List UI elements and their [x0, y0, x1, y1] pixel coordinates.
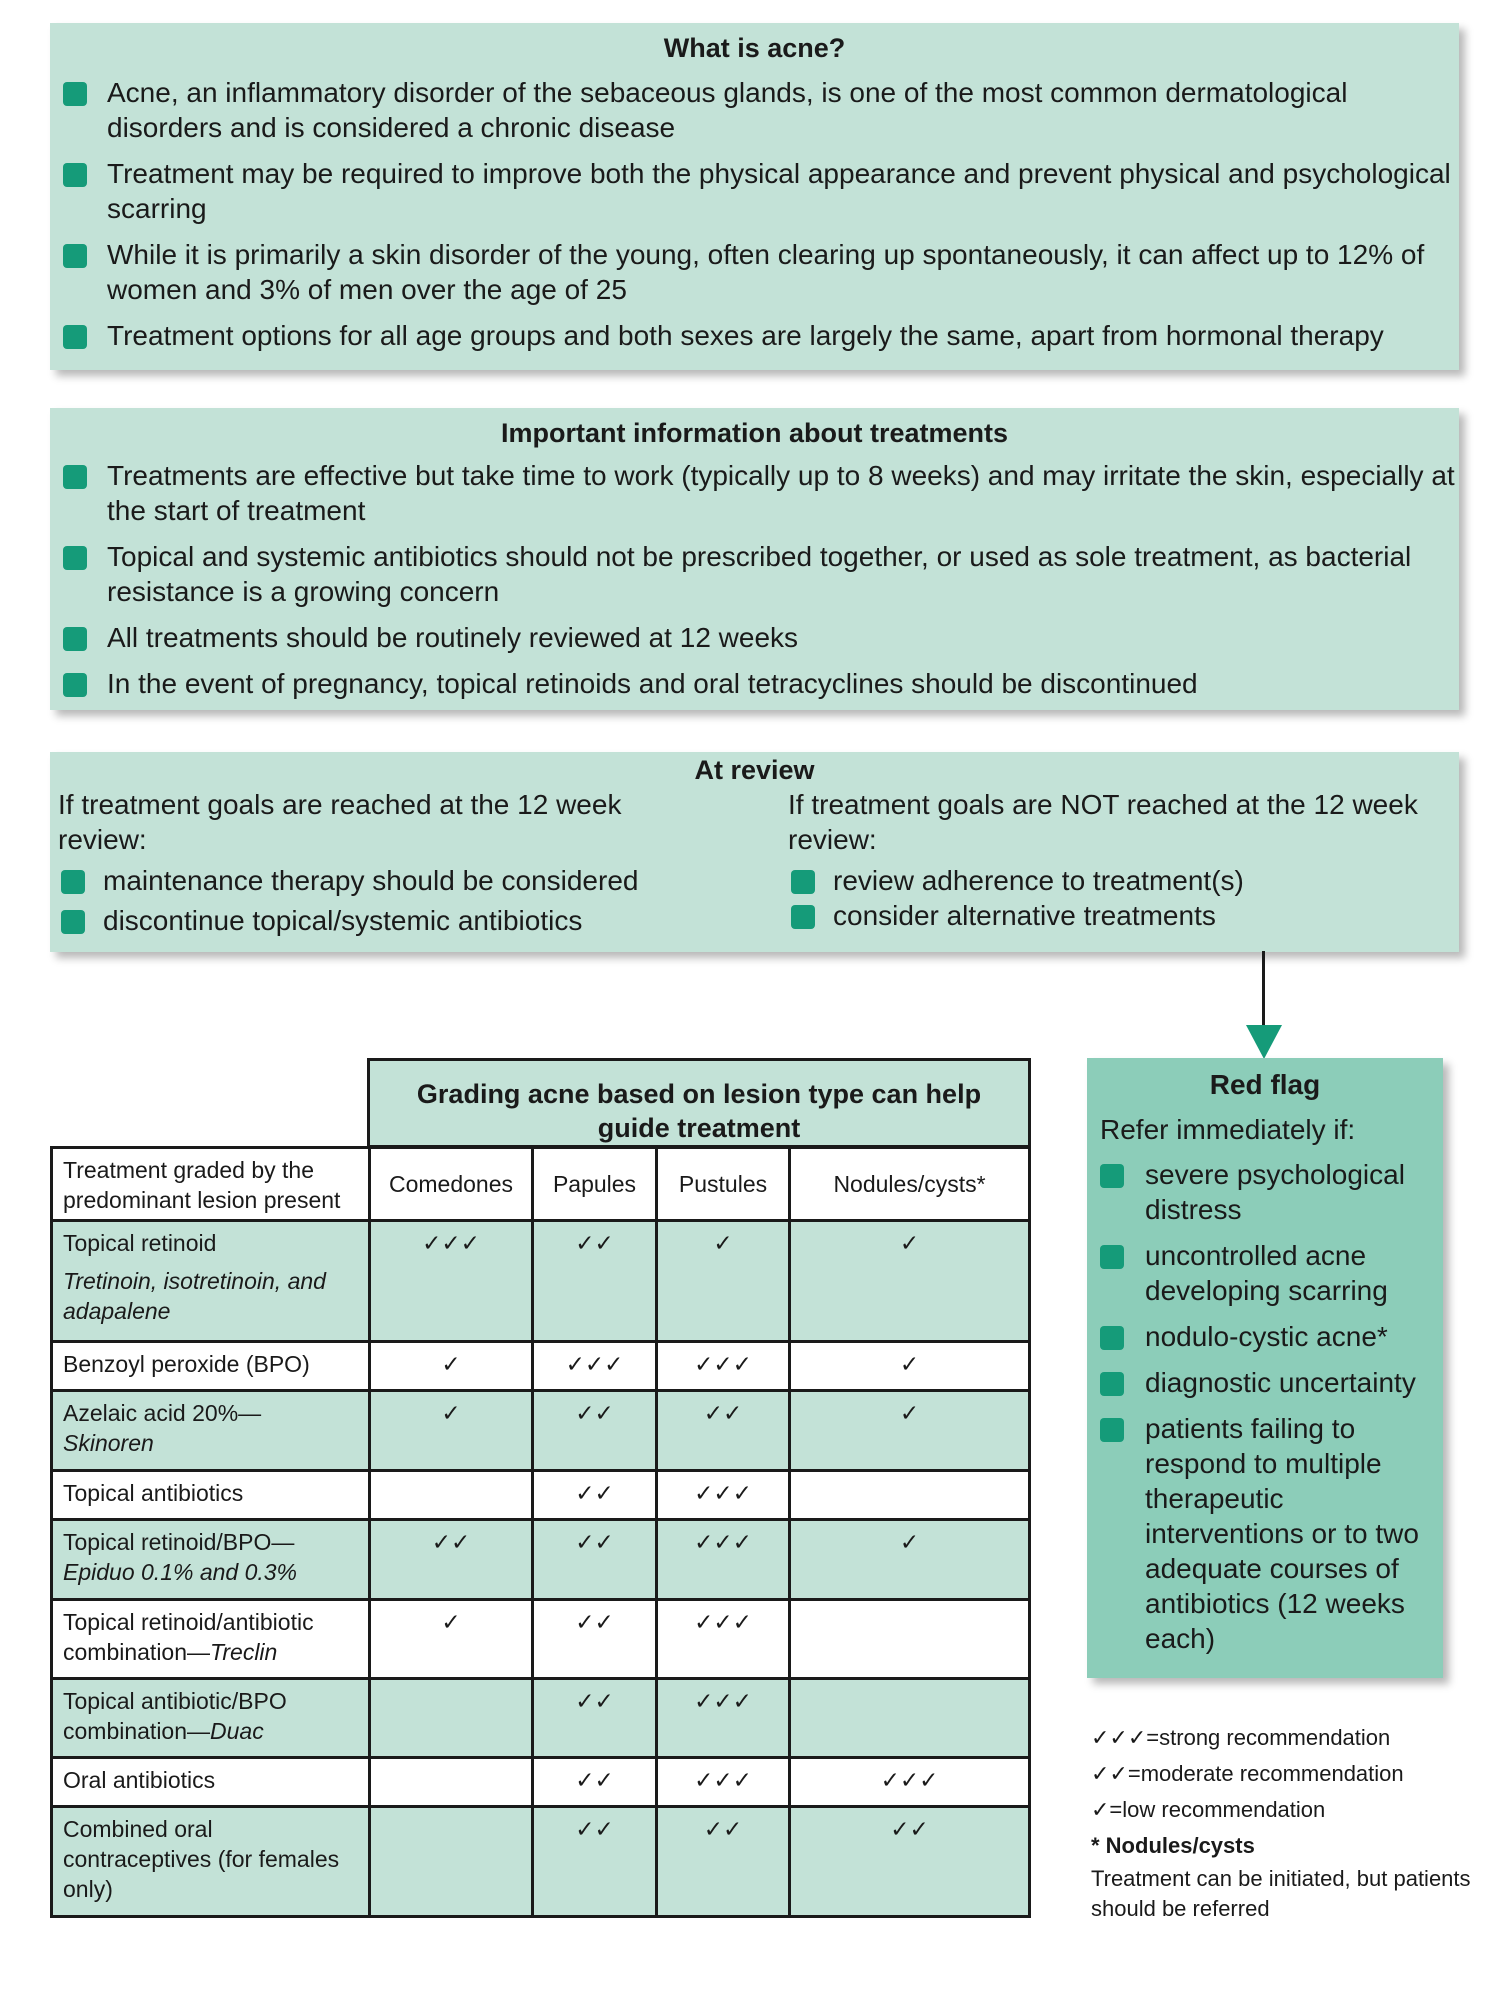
- recommendation-cell: ✓✓: [533, 1600, 657, 1679]
- square-bullet-icon: [63, 465, 87, 489]
- red-flag-panel: [1087, 1058, 1443, 1678]
- recommendation-cell: ✓✓✓: [370, 1221, 533, 1342]
- what-is-acne-title: What is acne?: [663, 33, 846, 63]
- recommendation-cell: [790, 1600, 1030, 1679]
- recommendation-cell: ✓: [370, 1600, 533, 1679]
- list-item: review adherence to treatment(s): [788, 863, 1458, 898]
- square-bullet-icon: [63, 627, 87, 651]
- square-bullet-icon: [1100, 1164, 1124, 1188]
- recommendation-cell: [370, 1758, 533, 1807]
- recommendation-cell: [370, 1471, 533, 1520]
- recommendation-cell: ✓: [370, 1391, 533, 1471]
- list-item: In the event of pregnancy, topical retinoids and oral tetracyclines should be discontinued: [50, 666, 1459, 701]
- legend-nodules-title: * Nodules/cysts: [1091, 1833, 1255, 1858]
- row-header-cell: Treatment graded by the predominant lesion present: [52, 1148, 370, 1221]
- list-item: Treatments are effective but take time to work (typically up to 8 weeks) and may irritate the skin, especially at the start of treatment: [50, 458, 1459, 528]
- list-item: diagnostic uncertainty: [1087, 1365, 1443, 1400]
- recommendation-cell: [790, 1679, 1030, 1758]
- treatment-name-cell: Azelaic acid 20%— Skinoren: [52, 1391, 370, 1471]
- red-flag-lead: Refer immediately if:: [1100, 1114, 1356, 1145]
- treatment-name-cell: Topical antibiotic/BPO combination—Duac: [52, 1679, 370, 1758]
- square-bullet-icon: [1100, 1372, 1124, 1396]
- at-review-panel: [50, 752, 1459, 952]
- square-bullet-icon: [1100, 1245, 1124, 1269]
- recommendation-cell: ✓✓✓: [657, 1520, 790, 1600]
- recommendation-cell: ✓: [790, 1221, 1030, 1342]
- recommendation-cell: ✓✓✓: [533, 1342, 657, 1391]
- table-row: [52, 1391, 1030, 1471]
- recommendation-cell: ✓✓✓: [657, 1758, 790, 1807]
- recommendation-cell: ✓✓: [533, 1807, 657, 1917]
- square-bullet-icon: [63, 244, 87, 268]
- treatment-name-cell: Topical retinoid/BPO— Epiduo 0.1% and 0.3%: [52, 1520, 370, 1600]
- treatment-name-cell: Benzoyl peroxide (BPO): [52, 1342, 370, 1391]
- legend-low: ✓=low recommendation: [1091, 1797, 1326, 1822]
- list-item: discontinue topical/systemic antibiotics: [58, 903, 708, 938]
- treatments-info-title: Important information about treatments: [500, 418, 1008, 448]
- recommendation-cell: ✓✓✓: [657, 1342, 790, 1391]
- legend-nodules-note: Treatment can be initiated, but patients should be referred: [1091, 1866, 1471, 1921]
- table-header-row: [52, 1148, 1030, 1221]
- list-item: Acne, an inflammatory disorder of the sebaceous glands, is one of the most common dermatological disorders and is considered a chronic disease: [50, 75, 1459, 145]
- recommendation-cell: [370, 1679, 533, 1758]
- square-bullet-icon: [61, 910, 85, 934]
- recommendation-cell: ✓✓✓: [790, 1758, 1030, 1807]
- grading-table: [50, 1146, 1031, 1918]
- treatment-name-cell: Topical retinoid/antibiotic combination—Treclin: [52, 1600, 370, 1679]
- recommendation-cell: ✓✓: [657, 1391, 790, 1471]
- column-header-nodules: Nodules/cysts*: [790, 1148, 1030, 1221]
- recommendation-cell: ✓: [657, 1221, 790, 1342]
- recommendation-cell: ✓: [790, 1391, 1030, 1471]
- red-flag-title: Red flag: [1209, 1069, 1321, 1100]
- recommendation-cell: ✓✓: [790, 1807, 1030, 1917]
- recommendation-cell: ✓✓: [533, 1391, 657, 1471]
- table-row: [52, 1600, 1030, 1679]
- square-bullet-icon: [1100, 1418, 1124, 1442]
- goals-reached-lead: If treatment goals are reached at the 12 week review:: [58, 789, 622, 855]
- at-review-title: At review: [694, 755, 815, 785]
- recommendation-cell: ✓: [790, 1342, 1030, 1391]
- legend-strong: ✓✓✓=strong recommendation: [1091, 1725, 1391, 1750]
- recommendation-cell: ✓: [790, 1520, 1030, 1600]
- recommendation-cell: ✓✓: [657, 1807, 790, 1917]
- list-item: uncontrolled acne developing scarring: [1087, 1238, 1443, 1308]
- list-item: While it is primarily a skin disorder of the young, often clearing up spontaneously, it can affect up to 12% of women and 3% of men over the age of 25: [50, 237, 1459, 307]
- grading-table-title: Grading acne based on lesion type can help guide treatment: [367, 1058, 1031, 1148]
- recommendation-cell: ✓✓✓: [657, 1600, 790, 1679]
- list-item: patients failing to respond to multiple therapeutic interventions or to two adequate courses of antibiotics (12 weeks each): [1087, 1411, 1443, 1656]
- arrow-line: [1262, 951, 1265, 1027]
- recommendation-cell: ✓✓: [370, 1520, 533, 1600]
- list-item: maintenance therapy should be considered: [58, 863, 708, 898]
- column-header-papules: Papules: [533, 1148, 657, 1221]
- recommendation-cell: [790, 1471, 1030, 1520]
- recommendation-cell: ✓✓✓: [657, 1471, 790, 1520]
- square-bullet-icon: [61, 870, 85, 894]
- square-bullet-icon: [1100, 1326, 1124, 1350]
- list-item: Treatment may be required to improve both the physical appearance and prevent physical and psychological scarring: [50, 156, 1459, 226]
- list-item: consider alternative treatments: [788, 898, 1458, 933]
- recommendation-cell: ✓✓: [533, 1221, 657, 1342]
- table-row: [52, 1520, 1030, 1600]
- table-row: [52, 1758, 1030, 1807]
- legend-moderate: ✓✓=moderate recommendation: [1091, 1761, 1404, 1786]
- square-bullet-icon: [63, 673, 87, 697]
- square-bullet-icon: [791, 905, 815, 929]
- column-header-comedones: Comedones: [370, 1148, 533, 1221]
- column-header-pustules: Pustules: [657, 1148, 790, 1221]
- table-row: [52, 1342, 1030, 1391]
- treatments-info-list: [50, 458, 1459, 701]
- list-item: Treatment options for all age groups and both sexes are largely the same, apart from hormonal therapy: [50, 318, 1459, 353]
- recommendation-cell: ✓✓: [533, 1471, 657, 1520]
- goals-reached-column: [58, 787, 708, 943]
- treatment-name-cell: Oral antibiotics: [52, 1758, 370, 1807]
- recommendation-cell: ✓✓✓: [657, 1679, 790, 1758]
- red-flag-list: [1087, 1157, 1443, 1656]
- treatment-name-cell: Topical antibiotics: [52, 1471, 370, 1520]
- what-is-acne-list: [50, 75, 1459, 353]
- recommendation-cell: [370, 1807, 533, 1917]
- goals-not-reached-lead: If treatment goals are NOT reached at the 12 week review:: [788, 789, 1418, 855]
- recommendation-cell: ✓✓: [533, 1520, 657, 1600]
- square-bullet-icon: [791, 870, 815, 894]
- recommendation-cell: ✓✓: [533, 1679, 657, 1758]
- square-bullet-icon: [63, 325, 87, 349]
- arrow-down-icon: [1246, 1025, 1282, 1059]
- treatment-name-cell: Topical retinoid Tretinoin, isotretinoin, and adapalene: [52, 1221, 370, 1342]
- table-row: [52, 1679, 1030, 1758]
- table-row: [52, 1221, 1030, 1342]
- goals-not-reached-column: [788, 787, 1458, 933]
- square-bullet-icon: [63, 546, 87, 570]
- list-item: All treatments should be routinely reviewed at 12 weeks: [50, 620, 1459, 655]
- square-bullet-icon: [63, 163, 87, 187]
- square-bullet-icon: [63, 82, 87, 106]
- table-row: [52, 1471, 1030, 1520]
- table-row: [52, 1807, 1030, 1917]
- legend: [1091, 1720, 1471, 1924]
- treatments-info-panel: [50, 408, 1459, 710]
- recommendation-cell: ✓✓: [533, 1758, 657, 1807]
- list-item: severe psychological distress: [1087, 1157, 1443, 1227]
- recommendation-cell: ✓: [370, 1342, 533, 1391]
- list-item: nodulo-cystic acne*: [1087, 1319, 1443, 1354]
- what-is-acne-panel: [50, 23, 1459, 370]
- list-item: Topical and systemic antibiotics should not be prescribed together, or used as sole treatment, as bacterial resistance is a growing concern: [50, 539, 1459, 609]
- treatment-name-cell: Combined oral contraceptives (for females only): [52, 1807, 370, 1917]
